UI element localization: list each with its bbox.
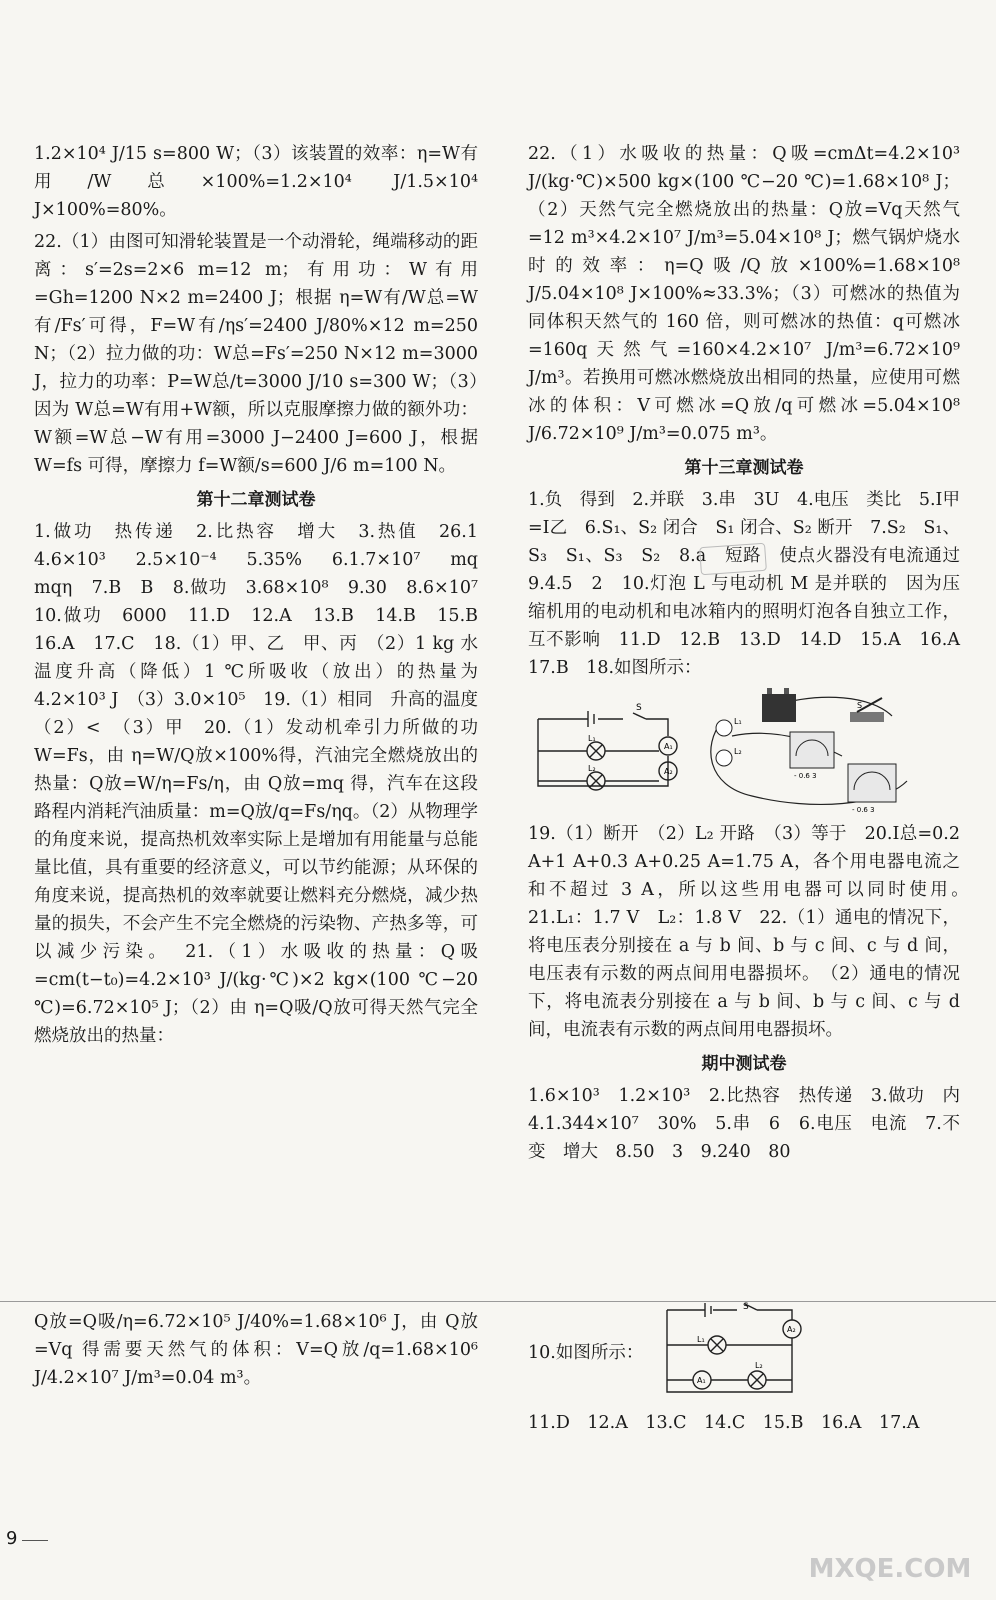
chapter-12-title: 第十二章测试卷 — [196, 490, 316, 510]
midterm-q10-row — [528, 1300, 960, 1405]
watermark-logo — [800, 1482, 980, 1592]
answer-22-heat: 22.（1）水吸收的热量：Q吸=cmΔt=4.2×10³ J/(kg·℃)×500 kg×(100 ℃−20 ℃)=1.68×10⁸ J；（2）天然气完全燃烧放出的热量：Q放=Vq天然气=12 m³×4.2×10⁷ J/m³=5.04×10⁸ J；燃气锅炉烧水时的效率：η=Q吸/Q放×100%=1.68×10⁸ J/5.04×10⁸ J×100%≈33.3%；（3）可燃冰的热值为同体积天然气的 160 倍，则可燃冰的热值：q可燃冰=160q天然气=160×4.2×10⁷ J/m³=6.72×10⁹ J/m³。若换用可燃冰燃烧放出相同的热量，应使用可燃冰的体积：V可燃冰=Q放/q可燃冰=5.04×10⁸ J/6.72×10⁹ J/m³=0.075 m³。 — [528, 144, 966, 444]
chapter-13-answers: 1.负 得到 2.并联 3.串 3U 4.电压 类比 5.I甲=I乙 6.S₁、S₂ 闭合 S₁ 闭合、S₂ 断开 7.S₂ S₁、S₃ S₁、S₃ S₂ 8.a 短路 使点火器没有电流通过 9.4.5 2 10.灯泡 L 与电动机 M 是并联的 因为压缩机用的电动机和电冰箱内的照明灯泡各自独立工作，互不影响 11.D 12.B 13.D 14.D 15.A 16.A 17.B 18.如图所示： — [528, 490, 978, 678]
stamp-mark — [699, 543, 767, 576]
midterm-q10-block — [528, 1296, 960, 1441]
chapter-13-answers-cont: 19.（1）断开 （2）L₂ 开路 （3）等于 20.I总=0.2 A+1 A+0.3 A+0.25 A=1.75 A，各个用电器电流之和不超过 3 A，所以这些用电器可以同时使用。 21.L₁：1.7 V L₂：1.8 V 22.（1）通电的情况下，将电压表分别接在 a 与 b 间、b 与 c 间、c 与 d 间，电压表有示数的两点间用电器损坏。 （2）通电的情况下，将电流表分别接在 a 与 b 间、b 与 c 间、c 与 d 间，电流表有示数的两点间用电器损坏。 — [528, 824, 978, 1040]
midterm-answers-last: 11.D 12.A 13.C 14.C 15.B 16.A 17.A — [528, 1413, 920, 1433]
switch-label: S — [636, 703, 642, 713]
midterm-a2-label: A₂ — [787, 1325, 797, 1334]
midterm-circuit — [657, 1300, 807, 1405]
chapter-13-title: 第十三章测试卷 — [684, 458, 804, 478]
circuit-physical-wiring — [692, 686, 922, 816]
answer-21-tail: 1.2×10⁴ J/15 s=800 W；（3）该装置的效率：η=W有用/W总×100%=1.2×10⁴ J/1.5×10⁴ J×100%=80%。 — [34, 144, 484, 220]
lamp-l2-bulb-icon — [716, 750, 732, 766]
circuit-figure-18 — [528, 686, 960, 816]
wiring-lamp1-label: L₁ — [734, 717, 742, 726]
left-bottom-column — [34, 1308, 484, 1396]
meter2-scale-label: - 0.6 3 — [852, 806, 875, 814]
wiring-lamp2-label: L₂ — [734, 747, 742, 756]
midterm-q10-label: 10.如图所示： — [528, 1342, 644, 1363]
wiring-switch-label: S — [857, 701, 863, 710]
watermark-text: MXQE.COM — [808, 1554, 972, 1584]
right-column — [528, 140, 978, 1170]
lamp-l1-bulb-icon — [716, 720, 732, 736]
answer-22-pulley: 22.（1）由图可知滑轮装置是一个动滑轮，绳端移动的距离：s′=2s=2×6 m=12 m；有用功：W有用=Gh=1200 N×2 m=2400 J；根据 η=W有/W总=W有/Fs′可得，F=W有/ηs′=2400 J/80%×12 m=250 N；（2）拉力做的功：W总=Fs′=250 N×12 m=3000 J，拉力的功率：P=W总/t=3000 J/10 s=300 W；（3）因为 W总=W有用+W额，所以克服摩擦力做的额外功：W额=W总−W有用=3000 J−2400 J=600 J，根据 W=fs 可得，摩擦力 f=W额/s=600 J/6 m=100 N。 — [34, 232, 484, 476]
lamp-l2-label: L₂ — [588, 764, 596, 773]
page-number-dash — [22, 1540, 48, 1541]
knife-switch-icon — [850, 712, 884, 722]
midterm-l2-label: L₂ — [755, 1361, 764, 1370]
left-column — [34, 140, 496, 1054]
midterm-answers: 1.6×10³ 1.2×10³ 2.比热容 热传递 3.做功 内 4.1.344×10⁷ 30% 5.串 6 6.电压 电流 7.不变 增大 8.50 3 9.240 80 — [528, 1086, 978, 1162]
bottom-divider — [0, 1301, 996, 1302]
ammeter-a1-label: A₁ — [664, 742, 673, 751]
ammeter-a2-label: A₂ — [664, 767, 673, 776]
lamp-l1-label: L₁ — [588, 734, 596, 743]
chapter-12-answer-21-tail: Q放=Q吸/η=6.72×10⁵ J/40%=1.68×10⁶ J，由 Q放=Vq 得需要天然气的体积：V=Q放/q=1.68×10⁶ J/4.2×10⁷ J/m³=0.04 m³。 — [34, 1312, 484, 1388]
page-number: 9 — [6, 1528, 18, 1549]
midterm-title: 期中测试卷 — [701, 1054, 787, 1074]
battery-pack-icon — [762, 694, 796, 722]
midterm-a1-label: A₁ — [697, 1376, 707, 1385]
chapter-12-answers: 1.做功 热传递 2.比热容 增大 3.热值 26.1 4.6×10³ 2.5×10⁻⁴ 5.35% 6.1.7×10⁷ mq mqη 7.B B 8.做功 3.68×10⁸ 9.30 8.6×10⁷ 10.做功 6000 11.D 12.A 13.B 14.B 15.B 16.A 17.C 18.（1）甲、乙 甲、丙 （2）1 kg 水温度升高（降低）1 ℃所吸收（放出）的热量为 4.2×10³ J （3）3.0×10⁵ 19.（1）相同 升高的温度 （2）< （3）甲 20.（1）发动机牵引力所做的功 W=Fs，由 η=W/Q放×100%得，汽油完全燃烧放出的热量：Q放=W/η=Fs/η，由 Q放=mq 得，汽车在这段路程内消耗汽油质量：m=Q放/q=Fs/ηq。（2）从物理学的角度来说，提高热机效率实际上是增加有用能量与总能量比值，具有重要的经济意义，可以节约能源；从环保的角度来说，提高热机的效率就要让燃料充分燃烧，减少热量的损失，不会产生不完全燃烧的污染物、产热多等，可以减少污染。 21.（1）水吸收的热量：Q吸=cm(t−t₀)=4.2×10³ J/(kg·℃)×2 kg×(100 ℃−20 ℃)=6.72×10⁵ J；（2）由 η=Q吸/Q放可得天然气完全燃烧放出的热量： — [34, 522, 496, 1046]
meter1-scale-label: - 0.6 3 — [794, 772, 817, 780]
circuit-schematic — [528, 701, 678, 801]
midterm-switch-label: S — [743, 1302, 750, 1312]
midterm-l1-label: L₁ — [697, 1335, 706, 1344]
